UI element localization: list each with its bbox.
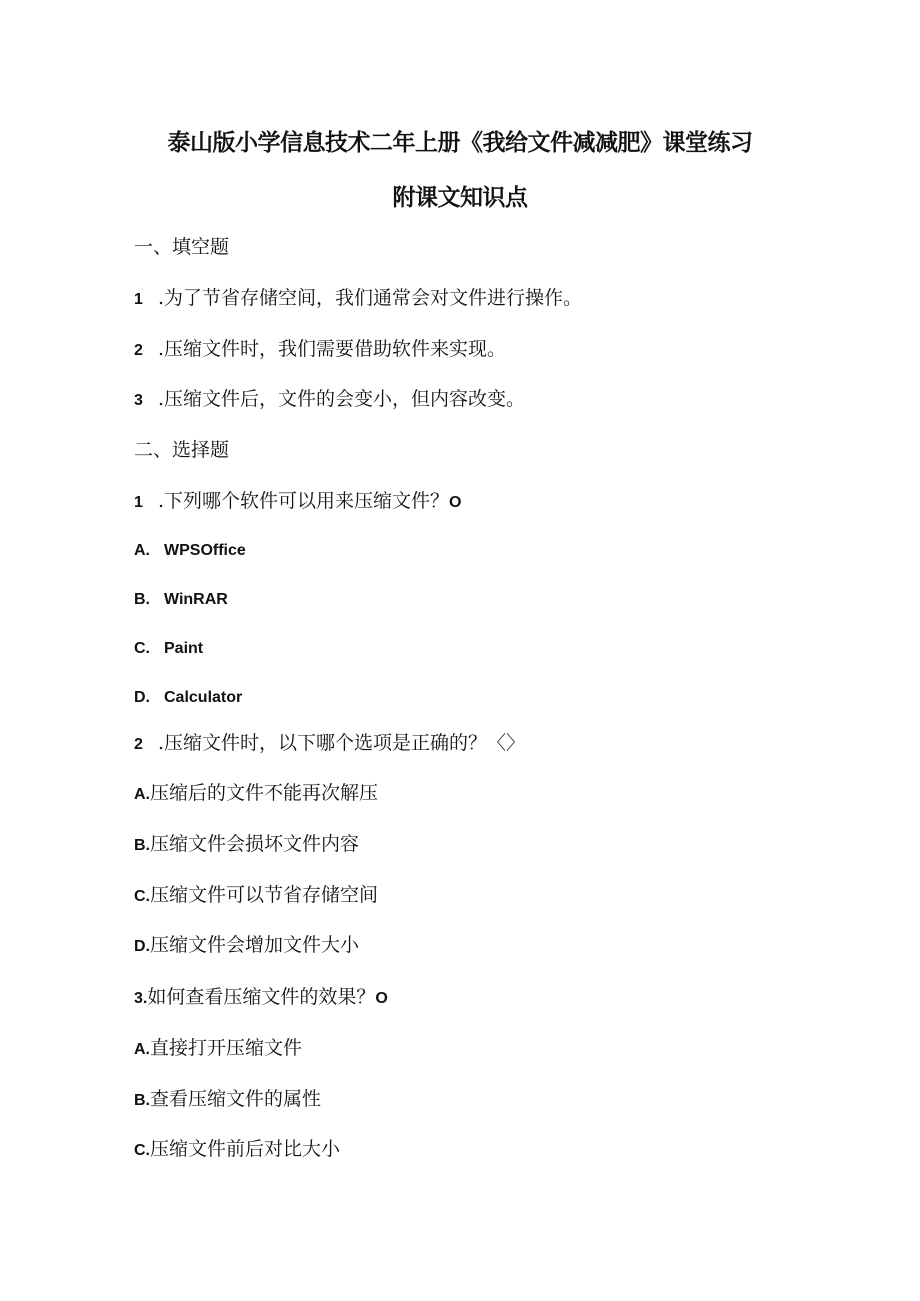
item-text: .为了节省存储空间，我们通常会对文件进行操作。 bbox=[158, 287, 583, 309]
q2-option-d bbox=[134, 932, 359, 960]
option-letter: D. bbox=[134, 938, 150, 955]
q1-option-b bbox=[134, 585, 228, 613]
item-number: 2 bbox=[134, 342, 143, 359]
question-text: 如何查看压缩文件的效果？ bbox=[147, 986, 376, 1008]
fill-blank-item-3 bbox=[134, 386, 525, 414]
answer-blank-mark: O bbox=[449, 494, 462, 511]
section-heading-fill-blank: 一、填空题 bbox=[134, 236, 230, 258]
q1-option-c bbox=[134, 634, 203, 662]
choice-question-2 bbox=[134, 730, 525, 758]
answer-blank-mark: O bbox=[375, 990, 388, 1007]
q3-option-c bbox=[134, 1136, 340, 1164]
document-title-line2: 附课文知识点 bbox=[392, 185, 528, 211]
q1-option-a bbox=[134, 536, 246, 564]
item-number: 1 bbox=[134, 291, 143, 308]
choice-question-1 bbox=[134, 488, 462, 516]
option-letter: A. bbox=[134, 1041, 150, 1058]
option-letter: B. bbox=[134, 837, 150, 854]
fill-blank-item-1 bbox=[134, 285, 582, 313]
option-letter: A. bbox=[134, 786, 150, 803]
section-heading-choice: 二、选择题 bbox=[134, 439, 230, 461]
question-text: .下列哪个软件可以用来压缩文件？ bbox=[158, 490, 450, 512]
q2-option-b bbox=[134, 831, 359, 859]
option-letter: B. bbox=[134, 591, 150, 608]
document-title-line1: 泰山版小学信息技术二年上册《我给文件减减肥》课堂练习 bbox=[167, 130, 753, 156]
question-number: 1 bbox=[134, 494, 143, 511]
option-letter: B. bbox=[134, 1092, 150, 1109]
option-text: WPSOffice bbox=[164, 542, 246, 559]
question-number: 3. bbox=[134, 990, 148, 1007]
option-text: 压缩文件会损坏文件内容 bbox=[150, 833, 360, 855]
question-number: 2 bbox=[134, 736, 143, 753]
option-letter: C. bbox=[134, 640, 150, 657]
option-text: 直接打开压缩文件 bbox=[150, 1037, 303, 1059]
question-text: .压缩文件时，以下哪个选项是正确的？〈〉 bbox=[158, 732, 526, 754]
option-text: 查看压缩文件的属性 bbox=[150, 1088, 322, 1110]
option-text: WinRAR bbox=[164, 591, 228, 608]
option-text: Paint bbox=[164, 640, 204, 657]
q2-option-a bbox=[134, 780, 378, 808]
item-text: .压缩文件时，我们需要借助软件来实现。 bbox=[158, 338, 507, 360]
q3-option-b bbox=[134, 1086, 321, 1114]
option-text: Calculator bbox=[164, 689, 243, 706]
choice-question-3 bbox=[134, 984, 388, 1012]
item-text: .压缩文件后，文件的会变小，但内容改变。 bbox=[158, 388, 526, 410]
q1-option-d bbox=[134, 683, 242, 711]
option-letter: A. bbox=[134, 542, 150, 559]
option-text: 压缩文件前后对比大小 bbox=[150, 1138, 341, 1160]
fill-blank-item-2 bbox=[134, 336, 506, 364]
option-text: 压缩文件可以节省存储空间 bbox=[150, 884, 379, 906]
option-text: 压缩后的文件不能再次解压 bbox=[150, 782, 379, 804]
option-letter: C. bbox=[134, 1142, 150, 1159]
q2-option-c bbox=[134, 882, 378, 910]
q3-option-a bbox=[134, 1035, 302, 1063]
option-letter: D. bbox=[134, 689, 150, 706]
option-letter: C. bbox=[134, 888, 150, 905]
option-text: 压缩文件会增加文件大小 bbox=[150, 934, 360, 956]
item-number: 3 bbox=[134, 392, 143, 409]
